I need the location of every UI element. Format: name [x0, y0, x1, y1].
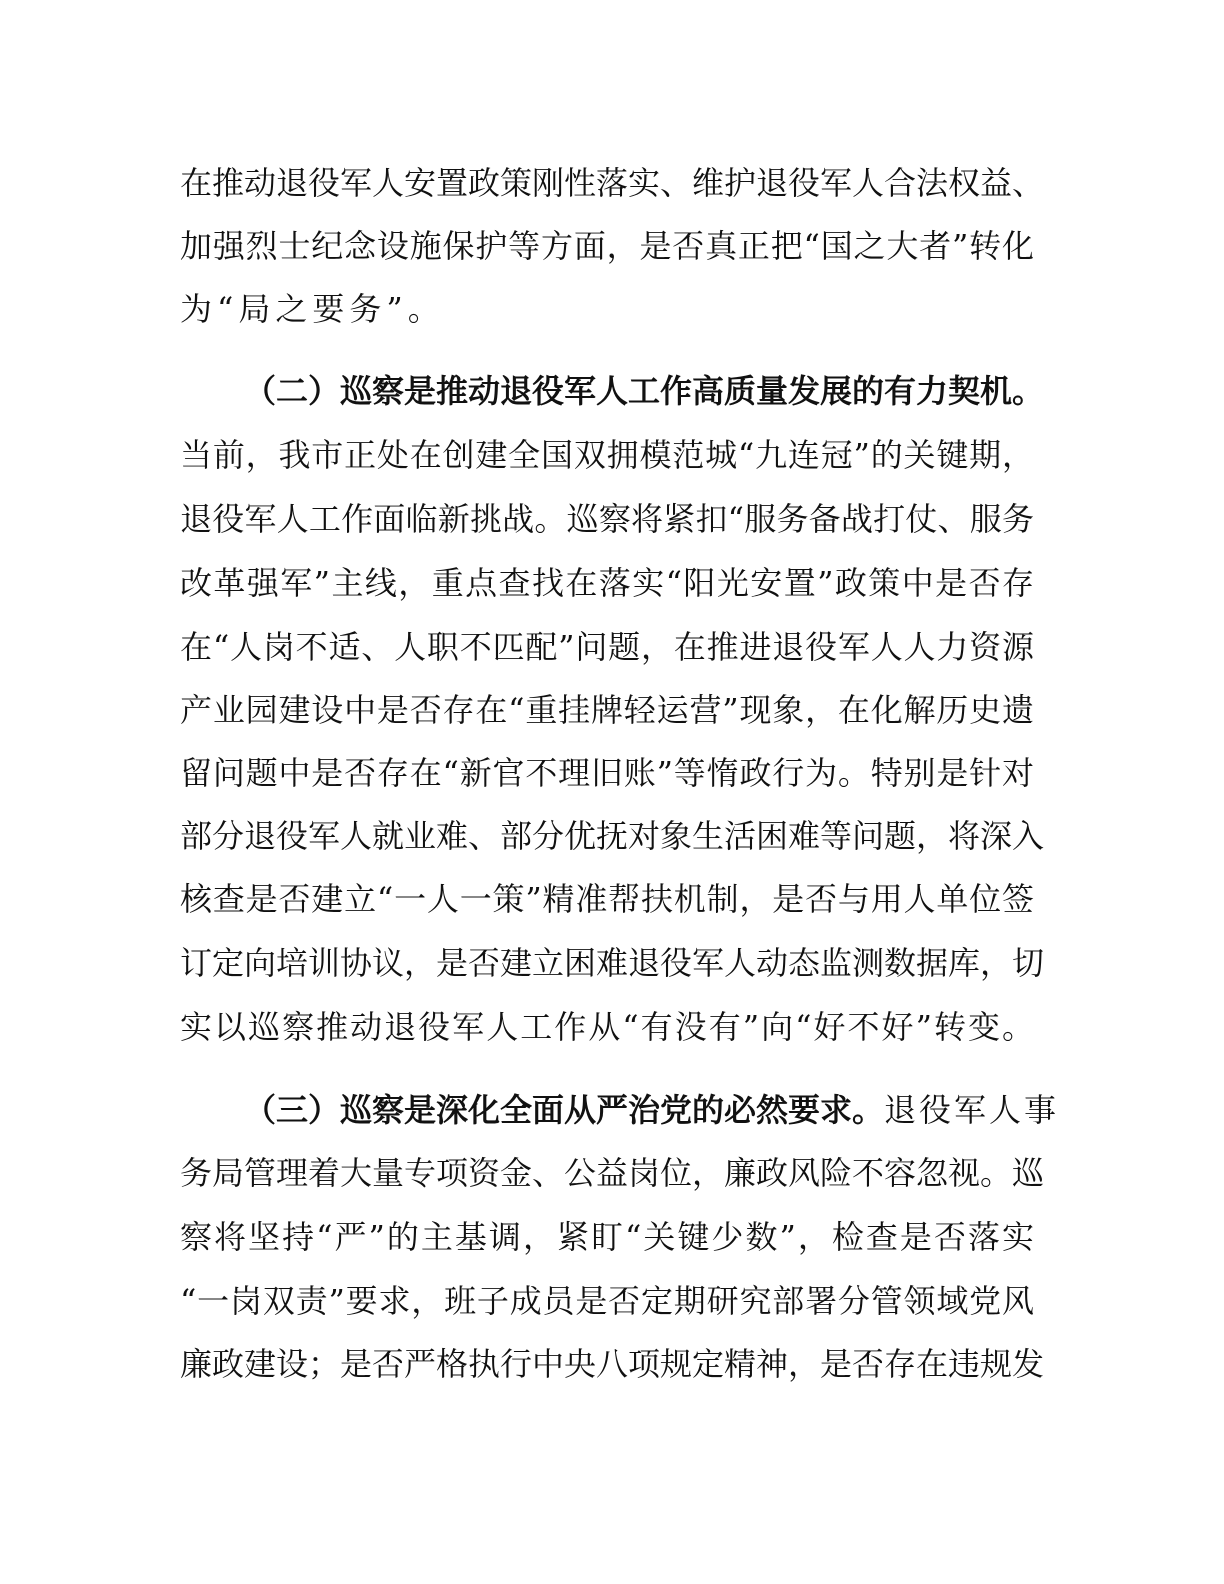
text-line: 当前，我市正处在创建全国双拥模范城“九连冠”的关键期， [180, 436, 1034, 474]
text-line: 在“人岗不适、人职不匹配”问题，在推进退役军人人力资源 [180, 628, 1034, 666]
text-line: 实以巡察推动退役军人工作从“有没有”向“好不好”转变。 [180, 1008, 1034, 1046]
section-first-line [244, 1090, 1060, 1130]
text-line: 部分退役军人就业难、部分优抚对象生活困难等问题，将深入 [180, 817, 1045, 855]
text-segment: 退役军人事 [884, 1091, 1060, 1129]
text-line: 务局管理着大量专项资金、公益岗位，廉政风险不容忽视。巡 [180, 1154, 1045, 1192]
text-line: 在推动退役军人安置政策刚性落实、维护退役军人合法权益、 [180, 164, 1045, 202]
text-line: 核查是否建立“一人一策”精准帮扶机制，是否与用人单位签 [180, 880, 1034, 918]
text-line: 加强烈士纪念设施保护等方面，是否真正把“国之大者”转化 [180, 227, 1034, 265]
text-line: 为“局之要务”。 [180, 290, 445, 328]
text-line: 产业园建设中是否存在“重挂牌轻运营”现象，在化解历史遗 [180, 691, 1034, 729]
text-line: “一岗双责”要求，班子成员是否定期研究部署分管领域党风 [180, 1282, 1034, 1320]
text-line: 廉政建设；是否严格执行中央八项规定精神，是否存在违规发 [180, 1345, 1045, 1383]
text-line: 改革强军”主线，重点查找在落实“阳光安置”政策中是否存 [180, 564, 1034, 602]
text-line: 留问题中是否存在“新官不理旧账”等惰政行为。特别是针对 [180, 754, 1034, 792]
text-line: 退役军人工作面临新挑战。巡察将紧扣“服务备战打仗、服务 [180, 500, 1034, 538]
text-line: 订定向培训协议，是否建立困难退役军人动态监测数据库，切 [180, 944, 1045, 982]
section-heading: （三）巡察是深化全面从严治党的必然要求。 [244, 1091, 885, 1129]
section-heading: （二）巡察是推动退役军人工作高质量发展的有力契机。 [244, 372, 1045, 410]
text-line: 察将坚持“严”的主基调，紧盯“关键少数”，检查是否落实 [180, 1218, 1034, 1256]
